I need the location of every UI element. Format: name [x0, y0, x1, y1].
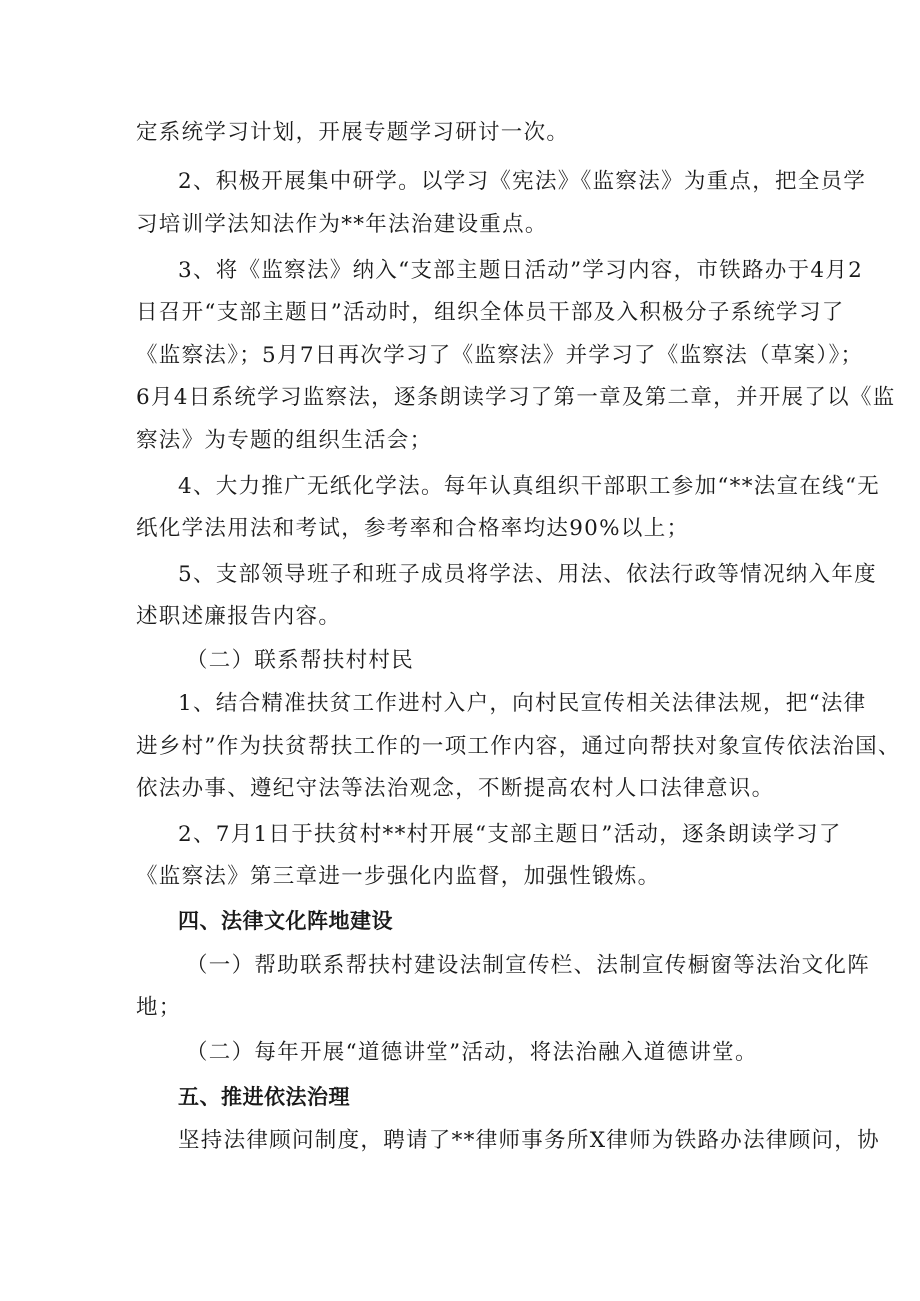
paragraph-line: 《监察法》第三章进一步强化内监督，加强性锻炼。 — [136, 864, 661, 889]
paragraph-line: 定系统学习计划，开展专题学习研讨一次。 — [136, 120, 570, 145]
section-heading: 四、法律文化阵地建设 — [178, 909, 393, 933]
paragraph-line: 1、结合精准扶贫工作进村入户，向村民宣传相关法律法规，把“法律 — [178, 691, 867, 716]
paragraph-line: 日召开“支部主题日”活动时，组织全体员干部及入积极分子系统学习了 — [136, 300, 845, 325]
paragraph-line: 进乡村”作为扶贫帮扶工作的一项工作内容，通过向帮扶对象宣传依法治国、 — [136, 734, 901, 759]
paragraph-line: 依法办事、遵纪守法等法治观念，不断提高农村人口法律意识。 — [136, 776, 775, 801]
paragraph-line: 3、将《监察法》纳入“支部主题日活动”学习内容，市铁路办于4月2 — [178, 258, 864, 283]
paragraph-line: （一）帮助联系帮扶村建设法制宣传栏、法制宣传橱窗等法治文化阵 — [186, 953, 871, 978]
paragraph-line: 6月4日系统学习监察法，逐条朗读学习了第一章及第二章，并开展了以《监 — [136, 385, 896, 410]
paragraph-line: 地； — [136, 995, 182, 1020]
paragraph-line: 坚持法律顾问制度，聘请了**律师事务所X律师为铁路办法律顾问，协 — [178, 1128, 880, 1153]
subsection-title: （二）联系帮扶村村民 — [186, 648, 415, 673]
paragraph-line: 5、支部领导班子和班子成员将学法、用法、依法行政等情况纳入年度 — [178, 562, 877, 587]
paragraph-line: 察法》为专题的组织生活会； — [136, 428, 433, 453]
paragraph-line: 纸化学法用法和考试，参考率和合格率均达90%以上； — [136, 516, 690, 541]
paragraph-line: 述职述廉报告内容。 — [136, 604, 342, 629]
paragraph-line: 2、7月1日于扶贫村**村开展“支部主题日”活动，逐条朗读学习了 — [178, 822, 842, 847]
paragraph-line: 2、积极开展集中研学。以学习《宪法》《监察法》为重点，把全员学 — [178, 169, 867, 194]
section-heading: 五、推进依法治理 — [178, 1085, 350, 1109]
paragraph-line: 习培训学法知法作为**年法治建设重点。 — [136, 212, 548, 237]
paragraph-line: 《监察法》；5月7日再次学习了《监察法》并学习了《监察法（草案）》； — [136, 343, 864, 368]
paragraph-line: （二）每年开展“道德讲堂”活动，将法治融入道德讲堂。 — [186, 1040, 758, 1065]
paragraph-line: 4、大力推广无纸化学法。每年认真组织干部职工参加“**法宣在线“无 — [178, 474, 881, 499]
